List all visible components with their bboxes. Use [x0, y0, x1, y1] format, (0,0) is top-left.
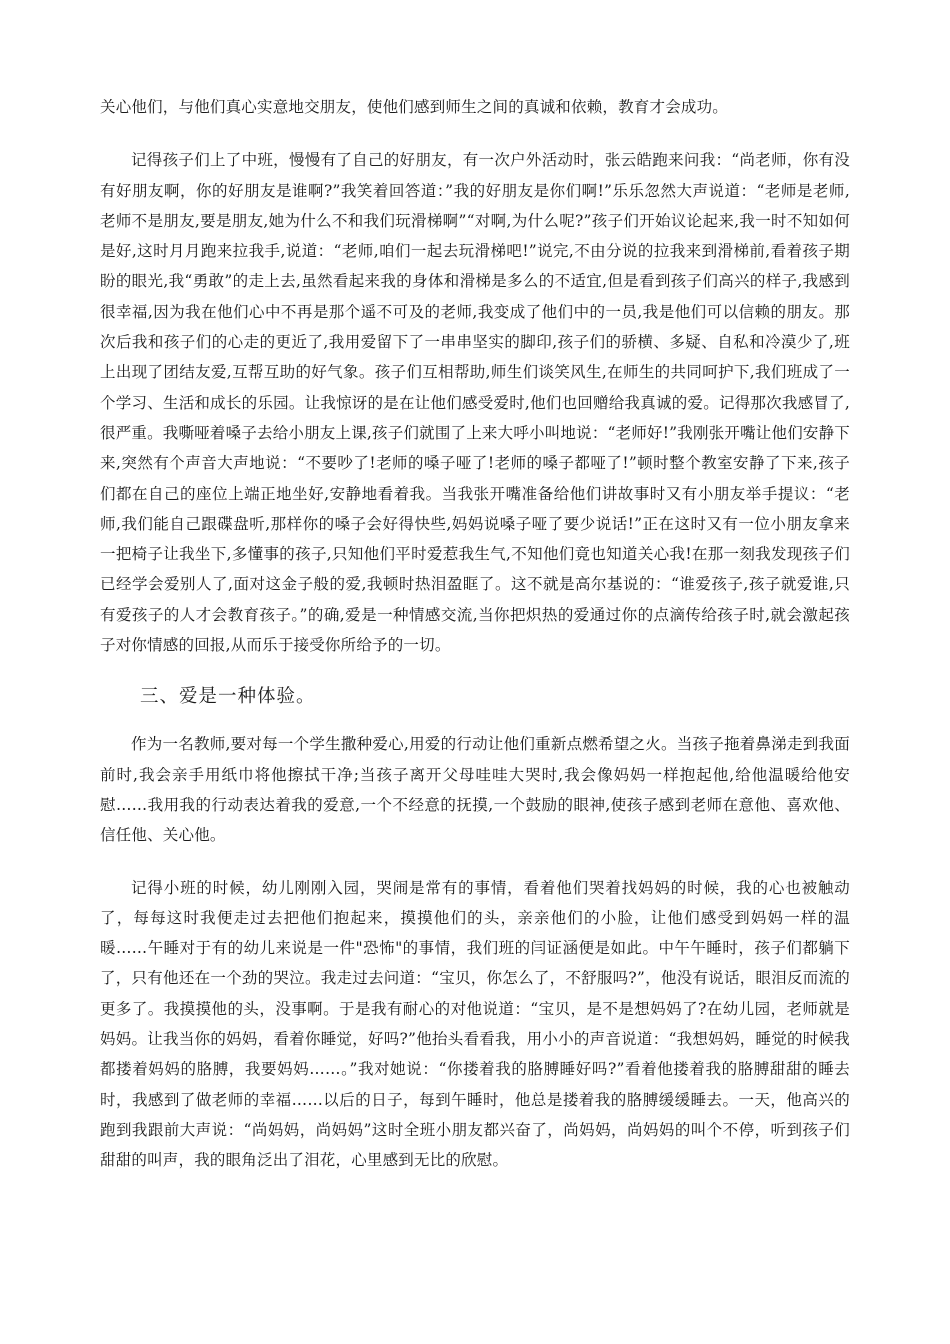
paragraph-small-class-story: 记得小班的时候，幼儿刚刚入园，哭闹是常有的事情，看着他们哭着找妈妈的时候，我的心也被触动了，每每这时我便走过去把他们抱起来，摸摸他们的头，亲亲他们的小脸，让他们感受到妈妈一样的温暖……午睡对于有的幼儿来说是一件"恐怖"的事情，我们班的闫证涵便是如此。中午午睡时，孩子们都躺下了，只有他还在一个劲的哭泣。我走过去问道：“宝贝，你怎么了，不舒服吗?”，他没有说话，眼泪反而流的更多了。我摸摸他的头，没事啊。于是我有耐心的对他说道：“宝贝，是不是想妈妈了?在幼儿园，老师就是妈妈。让我当你的妈妈，看着你睡觉，好吗?”他抬头看看我，用小小的声音说道：“我想妈妈，睡觉的时候我都搂着妈妈的胳膊，我要妈妈……。”我对她说：“你搂着我的胳膊睡好吗?”看着他搂着我的胳膊甜甜的睡去时，我感到了做老师的幸福……以后的日子，每到午睡时，他总是搂着我的胳膊缓缓睡去。一天，他高兴的跑到我跟前大声说：“尚妈妈，尚妈妈”这时全班小朋友都兴奋了，尚妈妈，尚妈妈的叫个不停，听到孩子们甜甜的叫声，我的眼角泛出了泪花，心里感到无比的欣慰。 [100, 878, 850, 1170]
paragraph-middle-class-story: 记得孩子们上了中班，慢慢有了自己的好朋友，有一次户外活动时，张云皓跑来问我：“尚老师，你有没有好朋友啊，你的好朋友是谁啊?”我笑着回答道：”我的好朋友是你们啊!”乐乐忽然大声说道：“老师是老师,老师不是朋友,要是朋友,她为什么不和我们玩滑梯啊”“对啊,为什么呢?”孩子们开始议论起来,我一时不知如何是好,这时月月跑来拉我手,说道：“老师,咱们一起去玩滑梯吧!”说完,不由分说的拉我来到滑梯前,看着孩子期盼的眼光,我“勇敢”的走上去,虽然看起来我的身体和滑梯是多么的不适宜,但是看到孩子们高兴的样子,我感到很幸福,因为我在他们心中不再是那个遥不可及的老师,我变成了他们中的一员,我是他们可以信赖的朋友。那次后我和孩子们的心走的更近了,我用爱留下了一串串坚实的脚印,孩子们的骄横、多疑、自私和冷漠少了,班上出现了团结友爱,互帮互助的好气象。孩子们互相帮助,师生们谈笑风生,在师生的共同呵护下,我们班成了一个学习、生活和成长的乐园。让我惊讶的是在让他们感受爱时,他们也回赠给我真诚的爱。记得那次我感冒了,很严重。我嘶哑着嗓子去给小朋友上课,孩子们就围了上来大呼小叫地说：“老师好!”我刚张开嘴让他们安静下来,突然有个声音大声地说：“不要吵了!老师的嗓子哑了!老师的嗓子都哑了!”顿时整个教室安静了下来,孩子们都在自己的座位上端正地坐好,安静地看着我。当我张开嘴准备给他们讲故事时又有小朋友举手提议：“老师,我们能自己跟碟盘听,那样你的嗓子会好得快些,妈妈说嗓子哑了要少说话!”正在这时又有一位小朋友拿来一把椅子让我坐下,多懂事的孩子,只知他们平时爱惹我生气,不知他们竟也知道关心我!在那一刻我发现孩子们已经学会爱别人了,面对这金子般的爱,我顿时热泪盈眶了。这不就是高尔基说的：“谁爱孩子,孩子就爱谁,只有爱孩子的人才会教育孩子。”的确,爱是一种情感交流,当你把炽热的爱通过你的点滴传给孩子时,就会激起孩子对你情感的回报,从而乐于接受你所给予的一切。 [100, 151, 851, 655]
paragraph-continuation: 关心他们，与他们真心实意地交朋友，使他们感到师生之间的真诚和依赖，教育才会成功。 [100, 98, 729, 116]
paragraph-teacher-love: 作为一名教师,要对每一个学生撒种爱心,用爱的行动让他们重新点燃希望之火。当孩子拖着鼻涕走到我面前时,我会亲手用纸巾将他擦拭干净;当孩子离开父母哇哇大哭时,我会像妈妈一样抱起他,给他温暖给他安慰……我用我的行动表达着我的爱意,一个不经意的抚摸,一个鼓励的眼神,使孩子感到老师在意他、喜欢他、信任他、关心他。 [100, 735, 850, 845]
section-heading: 三、爱是一种体验。 [140, 686, 316, 708]
